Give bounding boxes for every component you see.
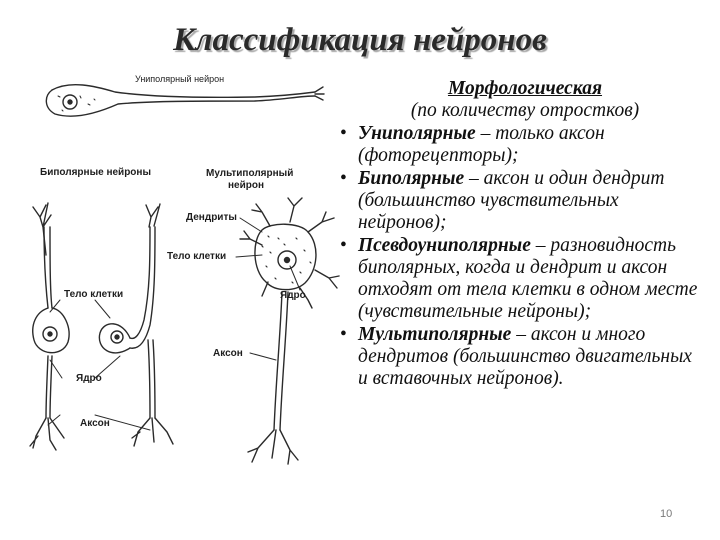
axon-label-bipolar: Аксон bbox=[80, 418, 110, 429]
page-number: 10 bbox=[660, 508, 673, 520]
multipolar-caption-line1: Мультиполярный bbox=[206, 168, 294, 179]
cell-body-label-bipolar: Тело клетки bbox=[64, 289, 124, 300]
nucleus-label-bipolar: Ядро bbox=[76, 373, 102, 384]
item-description: – только аксон (фоторецепторы); bbox=[358, 123, 605, 166]
item-term: Биполярные bbox=[358, 168, 465, 189]
item-term: Псевдоуниполярные bbox=[358, 235, 531, 256]
unipolar-caption: Униполярный нейрон bbox=[135, 74, 225, 84]
bullet-icon: • bbox=[340, 168, 347, 189]
cell-body-label-multipolar: Тело клетки bbox=[167, 251, 227, 262]
bipolar-label-pointers bbox=[48, 300, 150, 430]
bullet-icon: • bbox=[340, 324, 347, 345]
bullet-icon: • bbox=[340, 235, 347, 256]
item-description: – аксон и много дендритов (большинство двигательных и вставочных нейронов). bbox=[358, 324, 692, 389]
item-description: – разновидность биполярных, когда и дендрит и аксон отходят от тела клетки в одном месте (чувствительные нейроны); bbox=[358, 235, 698, 322]
bipolar-neuron-2-drawing bbox=[99, 204, 173, 446]
classification-subheading: (по количеству отростков) bbox=[410, 100, 640, 121]
item-term: Униполярные bbox=[358, 123, 476, 144]
item-description: – аксон и один дендрит (большинство чувствительных нейронов); bbox=[358, 168, 665, 233]
bipolar-neuron-1-drawing bbox=[30, 203, 69, 450]
classification-list bbox=[340, 123, 700, 390]
bipolar-caption: Биполярные нейроны bbox=[40, 167, 151, 178]
dendrites-label: Дендриты bbox=[186, 212, 237, 223]
list-item bbox=[340, 235, 700, 323]
bullet-icon: • bbox=[340, 123, 347, 144]
list-item bbox=[340, 168, 700, 234]
nucleus-label-multipolar: Ядро bbox=[280, 290, 306, 301]
item-term: Мультиполярные bbox=[358, 324, 512, 345]
unipolar-neuron-drawing bbox=[46, 85, 324, 116]
classification-text bbox=[340, 78, 700, 391]
list-item bbox=[340, 324, 700, 390]
multipolar-caption-line2: нейрон bbox=[228, 180, 265, 191]
list-item bbox=[340, 123, 700, 167]
classification-heading: Морфологическая bbox=[447, 78, 603, 99]
axon-label-multipolar: Аксон bbox=[213, 348, 243, 359]
multipolar-neuron-drawing bbox=[240, 198, 339, 464]
slide-title: Классификация нейронов bbox=[173, 22, 547, 58]
